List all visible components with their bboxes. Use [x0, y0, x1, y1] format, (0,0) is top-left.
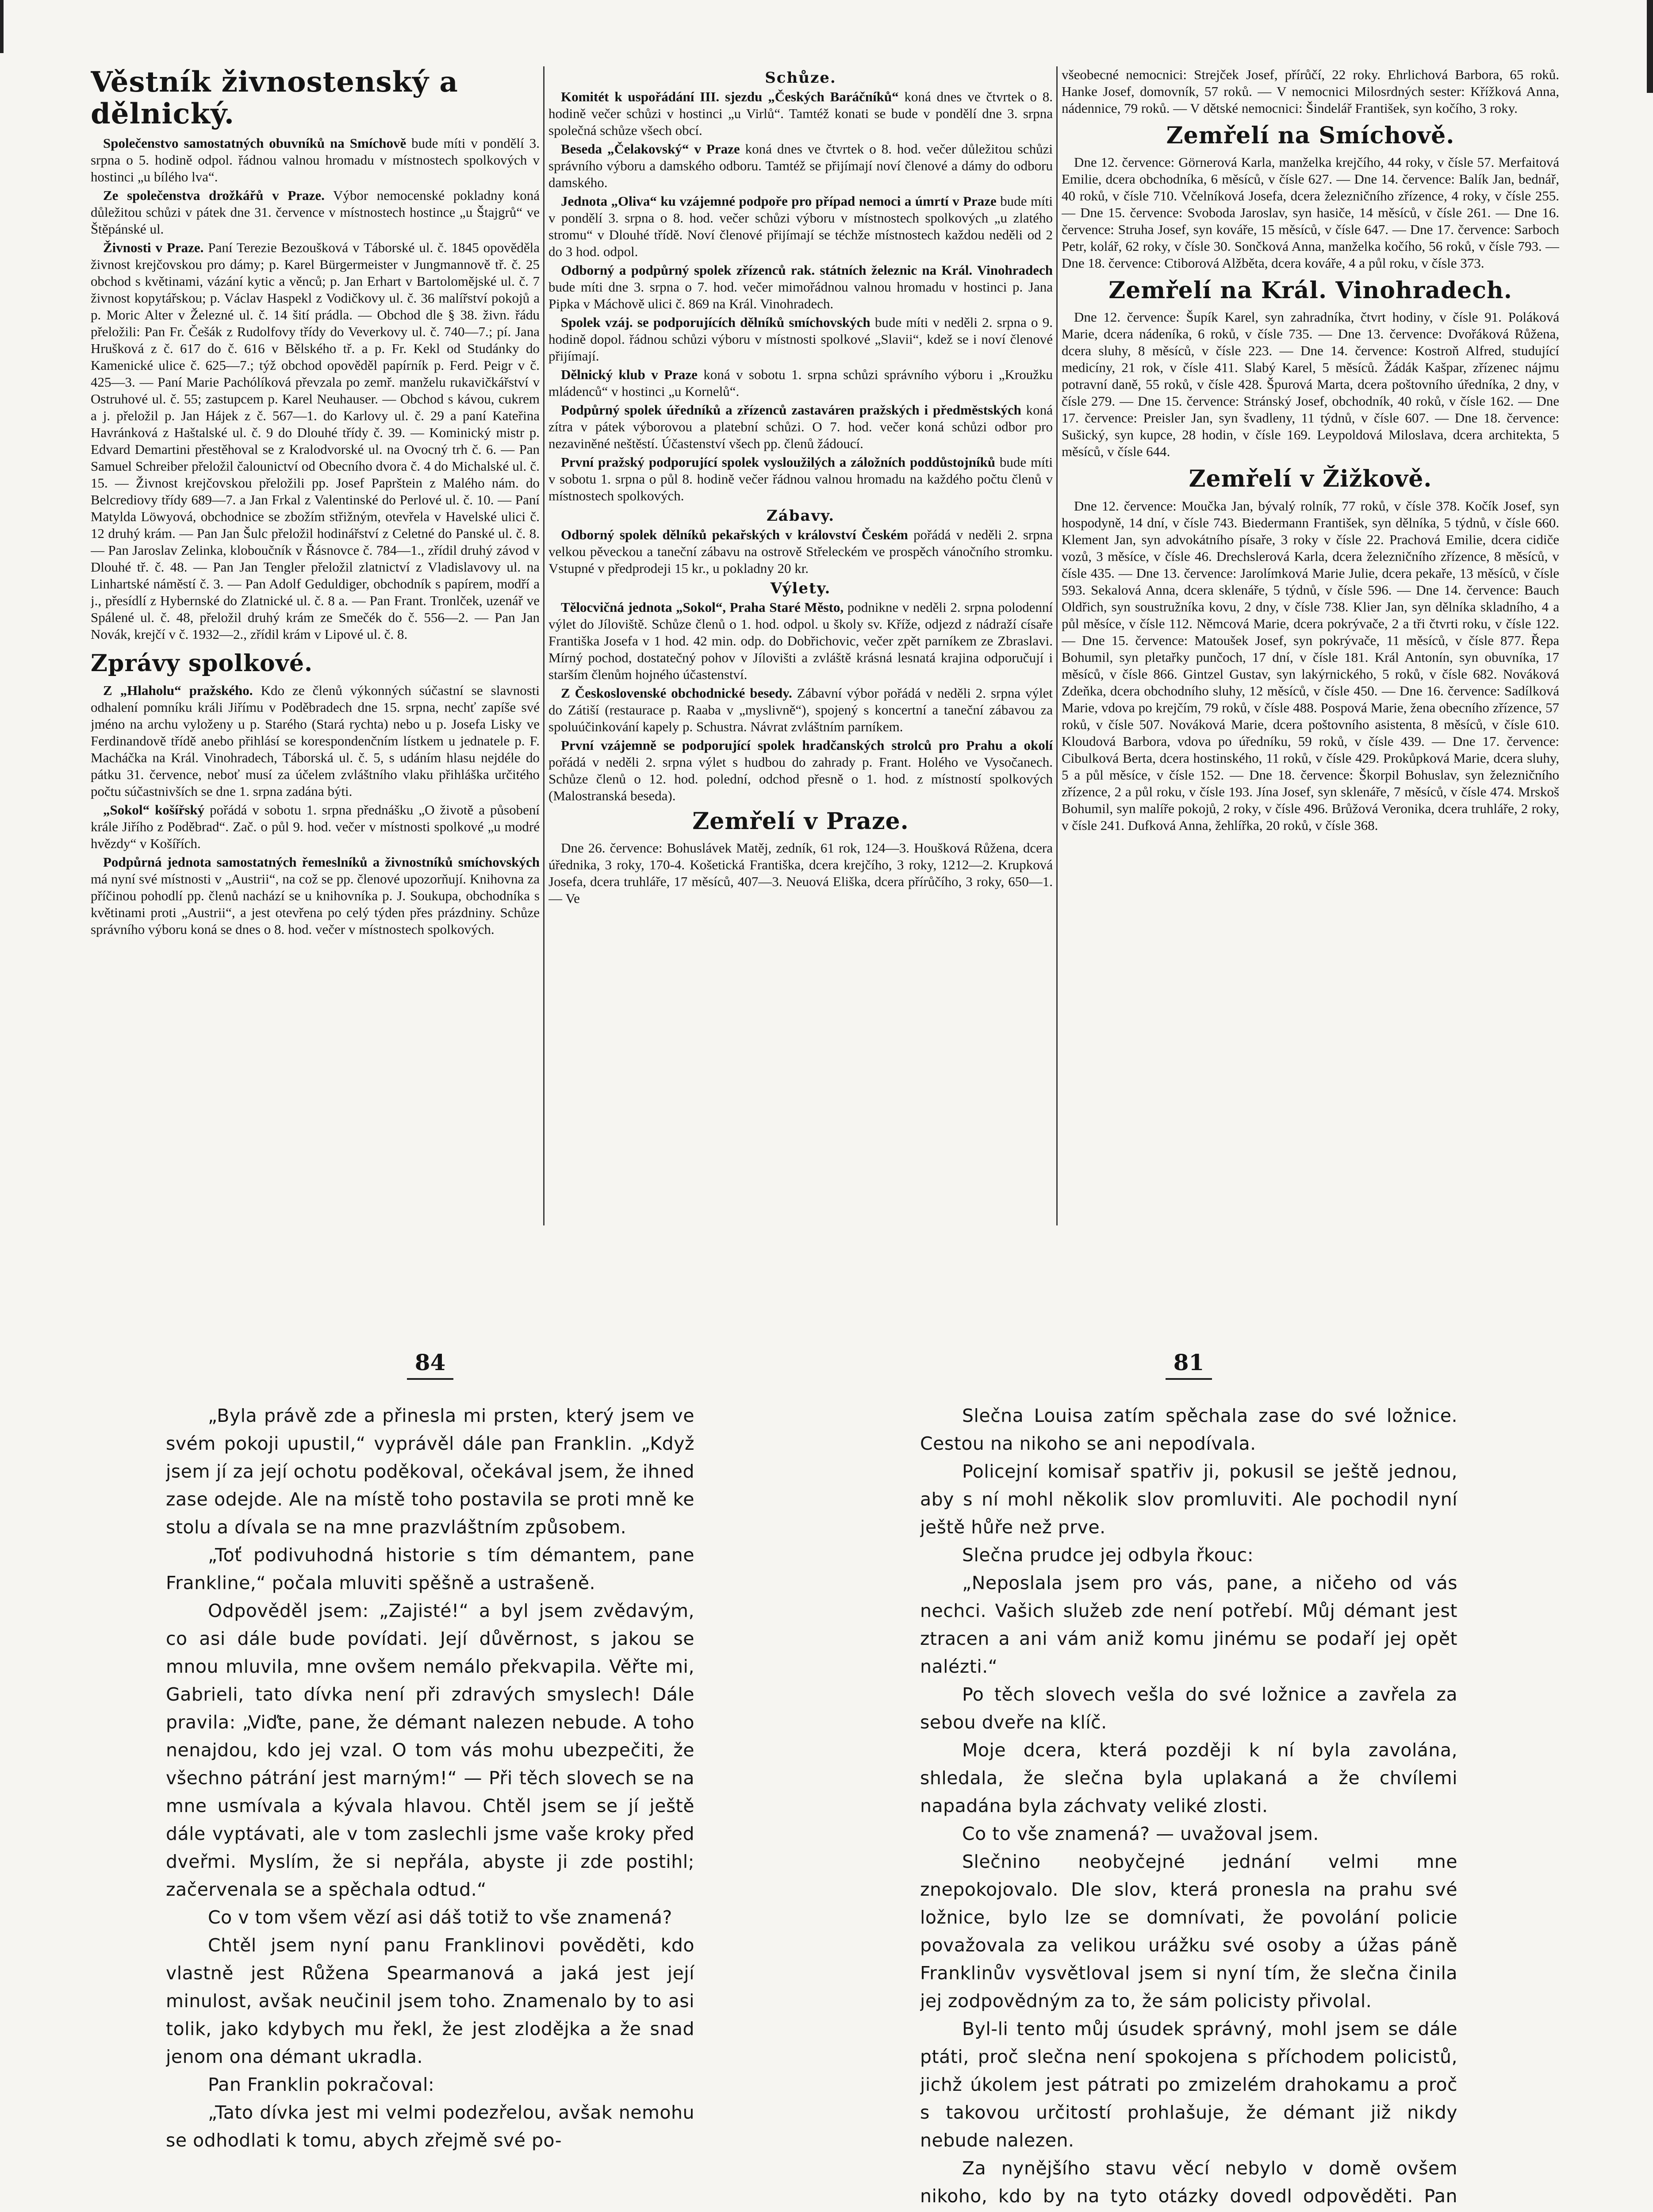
book-paragraph: Moje dcera, která později k ní byla zavolána, shledala, že slečna byla uplakaná a že chvílemi napadána byla záchvaty veliké zlosti. [920, 1740, 1457, 1816]
article-paragraph [91, 187, 540, 238]
article-paragraph [91, 239, 540, 643]
article-text: podnikne v neděli 2. srpna polodenní výlet do Jíloviště. Schůze členů o 1. hod. odpol. u školy sv. Kříže, odjezd z nádraží císaře Františka Josefa v 1 hod. 42 min. odp. do Dobřichovic, večer zpět parníkem ze Zbraslavi. Mírný pochod, dostatečný pohov v Jílovišti a zvláště krásná lesnatá krajina odporučují i starším členům hojného účastenství. [548, 599, 1053, 682]
article-lead: Jednota „Oliva“ ku vzájemné podpoře pro případ nemoci a úmrtí v Praze [561, 193, 997, 209]
book-paragraph: Slečna Louisa zatím spěchala zase do své ložnice. Cestou na nikoho se ani nepodívala. [920, 1405, 1457, 1454]
book-paragraph: Po těch slovech vešla do své ložnice a zavřela za sebou dveře na klíč. [920, 1684, 1457, 1733]
column-rule [543, 66, 545, 1225]
article-text: bude míti v pondělí 3. srpna o 8. hod. večer schůzi výboru v místnostech spolkových „u zlatého stromu“ v Dlouhé třídě. Noví členové přijímají se téchže místnostech každou neděli od 2 do 3 hod. odpol. [548, 193, 1053, 259]
article-text: Zábavní výbor pořádá v neděli 2. srpna výlet do Zátiší (restaurace p. Raaba v „myslivně“), spojený s koncertní a taneční zábavou za spoluúčinkování kapely p. Schustra. Návrat zvláštním parníkem. [548, 685, 1053, 734]
article-text: pořádá v sobotu 1. srpna přednášku „O životě a působení krále Jiřího z Poděbrad“. Zač. o půl 9. hod. večer v místnosti spolkové „u modré hvězdy“ v Košířích. [91, 802, 540, 851]
book-paragraph: „Neposlala jsem pro vás, pane, a ničeho od vás nechci. Vašich služeb zde není potřebí. Můj démant jest ztracen a ani vám aniž komu jinému se podaří jej opět nalézti.“ [920, 1572, 1457, 1677]
article-paragraph [91, 854, 540, 938]
book-paragraph: Co to vše znamená? — uvažoval jsem. [962, 1823, 1319, 1844]
book-paragraph: „Byla právě zde a přinesla mi prsten, který jsem ve svém pokoji upustil,“ vyprávěl dále pan Franklin. „Když jsem jí za její ochotu poděkoval, očekával jsem, že ihned zase odejde. Ale na místě toho postavila se proti mně ke stolu a dívala se na mne prazvláštním způsobem. [166, 1405, 694, 1538]
article-lead: Odborný spolek dělníků pekařských v království Českém [561, 527, 908, 542]
article-text: má nyní své místnosti v „Austrii“, na což se pp. členové upozorňují. Knihovna za příčinou pohodlí pp. členů nachází se u knihovníka p. J. Soukupa, obchodníka s květinami proti „Austrii“, a jest otevřena po celý týden přes prázdniny. Schůze správního výboru koná se dnes o 8. hod. večer v místnostech spolkových. [91, 871, 540, 937]
article-lead: Z Československé obchodnické besedy. [561, 685, 792, 701]
article-text: bude míti v sobotu 1. srpna o půl 8. hodině večer řádnou valnou hromadu na každého počtu členů v místnostech spolkových. [548, 454, 1053, 503]
article-lead: Tělocvičná jednota „Sokol“, Praha Staré Město, [561, 599, 844, 615]
book-paragraph: Policejní komisař spatřiv ji, pokusil se ještě jednou, aby s ní mohl několik slov promluviti. Ale pochodil nyní ještě hůře než prve. [920, 1461, 1457, 1538]
article-text: Kdo ze členů výkonných súčastní se slavnosti odhalení pomníku králi Jiřímu v Poděbradech dne 15. srpna, nechť zapíše své jméno na archu vyloženy u p. Starého (Stará rychta) nebo u p. Josefa Lisky ve Ferdinandově třídě anebo přihlásí se korespondenčním lístkem u jednatele p. F. Macháčka na Král. Vinohradech, Táborská ul. č. 5, s udáním hlasu nejdéle do pátku 31. července, neboť musí za účelem zvláštního vlaku přihláška určitého počtu súčastnivších se dne 1. srpna zadána býti. [91, 682, 540, 799]
article-paragraph [548, 141, 1053, 191]
article-lead: Podpůrná jednota samostatných řemeslníků a živnostníků smíchovských [103, 854, 540, 870]
article-text: koná v sobotu 1. srpna schůzi správního výboru i „Kroužku mládenců“ v hostinci „u Kornelů“. [548, 367, 1053, 399]
section-title: Věstník živnostenský a dělnický. [91, 66, 458, 131]
book-paragraph: Byl-li tento můj úsudek správný, mohl jsem se dále ptáti, proč slečna není spokojena s příchodem policistů, jichž úkolem jest pátrati po zmizelém drahokamu a proč s takovou určitostí prohlašuje, že démant již nikdy nebude nalezen. [920, 2018, 1457, 2151]
article-text: pořádá v neděli 2. srpna velkou pěveckou a taneční zábavu na ostrově Střeleckém ve prospěch vánočního stromku. Vstupné v předprodeji 15 kr., u pokladny 20 kr. [548, 527, 1053, 576]
book-paragraph: Slečna prudce jej odbyla řkouc: [962, 1544, 1254, 1566]
article-lead: První vzájemně se podporující spolek hradčanských strolců pro Prahu a okolí [561, 737, 1053, 753]
article-paragraph [548, 193, 1053, 260]
deaths-paragraph: Dne 12. července: Görnerová Karla, manželka krejčího, 44 roky, v čísle 57. Merfaitová Emilie, dcera obchodníka, 6 měsíců, v čísle 627. — Dne 14. července: Balík Jan, bednář, 40 roků, v čísle 710. Včelníková Josefa, dcera železničního zřízence, 4 roky, v čísle 255. — Dne 15. července: Svoboda Jaroslav, syn hasiče, 14 měsíců, v čísle 261. — Dne 16. července: Struha Josef, syn kováře, 15 měsíců, v čísle 647. — Dne 17. července: Sarboch Petr, kolář, 62 roky, v čísle 30. Sončková Anna, manželka kočího, 56 roků, v čísle 793. — Dne 18. července: Ctiborová Alžběta, dcera kováře, 4 a půl roku, v čísle 373. [1062, 154, 1559, 271]
newspaper-column-2 [548, 66, 1053, 1230]
article-text: pořádá v neděli 2. srpna výlet s hudbou do zahrady p. Frant. Holého ve Vysočanech. Schůze členů o 12. hod. polední, odchod přesně o 1. hod. z místností spolkových (Malostranská beseda). [548, 754, 1053, 803]
scan-edge-mark [1647, 0, 1653, 93]
article-paragraph [91, 135, 540, 185]
book-paragraph: Slečnino neobyčejné jednání velmi mne znepokojovalo. Dle slov, která pronesla na prahu své ložnice, bylo lze se domnívati, že povolání policie považovala za velikou urážku své osoby a úžas páně Franklinův vysvětloval jsem si nyní tím, že slečna činila jej zodpovědným za to, že sám policisty přivolal. [920, 1851, 1457, 2012]
article-text: koná dnes ve čtvrtek o 8. hodině večer schůzi v hostinci „u Virlů“. Tamtéž konati se bude v pondělí dne 3. srpna společná schůze všech obcí. [548, 89, 1053, 138]
book-paragraph: Odpověděl jsem: „Zajisté!“ a byl jsem zvědavým, co asi dále bude povídati. Její důvěrnost, s jakou se mnou mluvila, mne ovšem nemálo překvapila. Věřte mi, Gabrieli, tato dívka není při zdravých smyslech! Dále pravila: „Viďte, pane, že démant nalezen nebude. A toho nenajdou, kdo jej vzal. O tom vás mohu ubezpečiti, že všechno pátrání jest marným!“ — Při těch slovech se na mne usmívala a kývala hlavou. Chtěl jsem se jí ještě dále vyptávati, ale v tom zaslechli jsme vaše kroky před dveřmi. Myslím, že si nepřála, abyste ji zde postihl; začervenala se a spěchala odtud.“ [166, 1600, 694, 1900]
article-lead: Odborný a podpůrný spolek zřízenců rak. státních železnic na Král. Vinohradech [561, 262, 1053, 278]
column-rule [1056, 66, 1058, 1225]
article-lead: Beseda „Čelakovský“ v Praze [561, 141, 740, 157]
article-lead: „Sokol“ košířský [103, 802, 205, 818]
article-text: Výbor nemocenské pokladny koná důležitou schůzi v pátek dne 31. července v místnostech hostince „u Štajgrů“ ve Štěpánské ul. [91, 188, 540, 237]
deaths-paragraph: Dne 12. července: Moučka Jan, bývalý rolník, 77 roků, v čísle 378. Kočík Josef, syn hospodyně, 14 dní, v čísle 743. Biedermann František, syn dělníka, 5 týdnů, v čísle 660. Klement Jan, syn advokátního písaře, 3 roky v čísle 22. Prachová Emilie, dcera cidiče vozů, 3 měsíce, v čísle 46. Drechslerová Karla, dcera železničního zřízence, 8 měsíců, v čísle 435. — Dne 13. července: Jarolímková Marie Julie, dcera pekaře, 13 měsíců, v čísle 593. Sekalová Anna, dcera sklenáře, 5 týdnů, v čísle 596. — Dne 14. července: Bauch Oldřich, syn soustružníka kovu, 2 dny, v čísle 738. Klier Jan, syn dělníka skladního, 4 a půl měsíce, v čísle 112. Němcová Marie, dcera pokrývače, 2 a tři čtvrti roku, v čísle 122. — Dne 15. července: Matoušek Josef, syn pokrývače, 11 měsíců, v čísle 877. Řepa Bohumil, syn pletařky punčoch, 17 dní, v čísle 181. Král Antonín, syn obuvníka, 17 měsíců, v čísle 866. Gintzel Gustav, syn lakýrnického, 5 roků, v čísle 682. Nováková Zdeňka, dcera obchodního sluhy, 12 měsíců, v čísle 450. — Dne 16. července: Sadílková Marie, vdova po krejčím, 79 roků, v čísle 488. Pospová Marie, žena obecního zřízence, 57 roků, v čísle 507. Nováková Marie, dcera poštovního asistenta, 8 měsíců, v čísle 610. Kloudová Barbora, vdova po úředníku, 59 roků, v čísle 439. — Dne 17. července: Cibulková Berta, dcera hostinského, 11 roků, v čísle 429. Prokůpková Marie, dcera sluhy, 5 a půl měsíce, v čísle 152. — Dne 18. července: Škorpil Bohuslav, syn železničního zřízence, 2 a půl roku, v čísle 193. Jína Josef, syn sklenáře, 7 měsíců, v čísle 474. Mrskoš Bohumil, syn malíře pokojů, 2 roky, v čísle 496. Brůžová Veronika, dcera truhláře, 2 roky, v čísle 241. Dufková Anna, žehlířka, 20 roků, v čísle 368. [1062, 498, 1559, 833]
article-paragraph [548, 526, 1053, 577]
article-lead: První pražský podporující spolek vysloužilých a záložních poddůstojníků [561, 454, 996, 470]
book-paragraph: Co v tom všem vězí asi dáš totiž to vše znamená? [208, 1907, 672, 1928]
article-text: koná dnes ve čtvrtek o 8. hod. večer důležitou schůzi správního výboru a damského odboru. Tamtéž se přijímají noví členové a dámy do odboru damského. [548, 141, 1053, 190]
article-paragraph [548, 737, 1053, 804]
section-title: Zemřelí v Praze. [692, 808, 909, 835]
subsection-heading: Zábavy. [766, 507, 835, 525]
section-title: Zprávy spolkové. [91, 650, 313, 677]
section-title: Zemřelí na Smíchově. [1166, 122, 1455, 149]
article-paragraph [548, 366, 1053, 400]
article-lead: Dělnický klub v Praze [561, 367, 698, 382]
article-text: Paní Terezie Bezoušková v Táborské ul. č. 1845 opověděla živnost krejčovskou pro dámy; p. Karel Bürgermeister v Jungmannově tř. č. 25 obchod s květinami, vázání kytic a věnců; p. Jan Erhart v Bartolomějské ul. č. 7 živnost kopytářskou; p. Václav Haspekl z Vodičkovy ul. č. 36 malířství pokojů a p. Moric Alter v Železné ul. č. 14 šití prádla. — Obchod dle § 38. živn. řádu přeložili: Pan Fr. Češák z Rudolfovy třídy do Veverkovy ul. č. 740—7.; pí. Jana Hrušková z č. 617 do č. 616 v Bělského tř. a p. Fr. Kekl od Studánky do Kamenické ulice č. 625—7.; týž obchod opověděl papírník p. Ferd. Peigr v č. 425—3. — Paní Marie Pachólíková převzala po zemř. manželu rukavičkářství v Ostruhové ul. č. 55; zastupcem p. Karel Neuhauser. — Obchod s kávou, cukrem a j. přeložil p. Jan Hájek z č. 567—1. do Karlovy ul. č. 29 a paní Kateřina Havránková z Haštalské ul. č. 9 do Dlouhé třídy č. 39. — Kominický mistr p. Edvard Demartini přestěhoval se z Kralodvorské ul. na Ovocný trh č. 6. — Pan Samuel Schreiber přeložil čalounictví od Obecního dvora č. 4 do Michalské ul. č. 15. — Živnost krejčovskou přeložili pp. Josef Paprštein z Malého nám. do Belcrediovy třídy 689—7. a Jan Frkal z Valentinské do Perlové ul. č. 10. — Paní Matylda Löwyová, obchodnice se zbožím střižným, otevřela v Havelské ulici č. 12 druhý krám. — Pan Jan Šulc přeložil hodinářství z Celetné do Panské ul. č. 8. — Pan Jaroslav Zelinka, kloboučník v Řásnovce č. 784—1., zřídil druhý závod v Dlouhé tř. č. 48. — Pan Jan Tengler přeložil zlatnictví z Vladislavovy ul. na Linhartské náměstí č. 3. — Pan Adolf Geduldiger, obchodník s papírem, modří a j., přesídlí z Hybernské do Zlatnické ul. č. 8 a. — Pan Frant. Tronlček, uzenář ve Spálené ul. č. 48, přeložil druhý krám ze Smečék do č. 556—2. — Pan Jan Novák, krejčí v č. 1932—2., zřídil krám v Lipové ul. č. 8. [91, 240, 540, 642]
deaths-paragraph: Dne 26. července: Bohuslávek Matěj, zedník, 61 rok, 124—3. Houšková Růžena, dcera úřednika, 3 roky, 170-4. Košetická Františka, dcera krejčího, 3 roky, 1212—2. Krupková Josefa, dcera truhláře, 17 měsíců, 407—3. Neuová Eliška, dcera přírůčího, 3 roky, 650—1. — Ve [548, 840, 1053, 906]
page-number: 84 [166, 1349, 694, 1375]
book-page-right [920, 1349, 1457, 2212]
article-paragraph [548, 685, 1053, 735]
article-text: koná zítra v pátek výborovou a platební schůzi. O 7. hod. večer koná schůzi odbor pro nezaviněné neštěstí. Účastenství všech pp. členů žádoucí. [548, 402, 1053, 451]
article-lead: Živnosti v Praze. [103, 240, 204, 256]
section-title: Zemřelí v Žižkově. [1189, 465, 1432, 493]
article-lead: Ze společenstva drožkářů v Praze. [103, 188, 325, 204]
book-page-left [166, 1349, 694, 2212]
article-paragraph [548, 454, 1053, 504]
article-paragraph [91, 802, 540, 852]
article-lead: Spolek vzáj. se podporujících dělníků smíchovských [561, 315, 871, 330]
deaths-paragraph: všeobecné nemocnici: Strejček Josef, přírůčí, 22 roky. Ehrlichová Barbora, 65 roků. Hanke Josef, domovník, 57 roků. — V nemocnici Milosrdných sester: Křížková Anna, nádennice, 79 roků. — V dětské nemocnici: Šindelář František, syn kočího, 3 roky. [1062, 67, 1559, 116]
article-text: bude míti dne 3. srpna o 7. hod. večer mimořádnou valnou hromadu v hostinci p. Jana Pipka v Máchově ulici č. 869 na Král. Vinohradech. [548, 279, 1053, 311]
article-paragraph [91, 682, 540, 800]
deaths-paragraph: Dne 12. července: Šupík Karel, syn zahradníka, čtvrt hodiny, v čísle 91. Poláková Marie, dcera nádeníka, 6 roků, v čísle 735. — Dne 13. července: Dvořáková Růžena, dcera sluhy, 8 měsíců, v čísle 223. — Dne 14. července: Kostroň Alfred, studující medicíny, 21 rok, v čísle 411. Slabý Karel, 5 měsíců. Žádák Kašpar, zřízenec nájmu potravní daně, 55 roků, v čísle 428. Špurová Marta, dcera poštovního úředníka, 2 dny, v čísle 279. — Dne 15. července: Stránský Josef, obchodník, 40 roků, v čísle 162. — Dne 17. července: Preisler Jan, syn švadleny, 11 týdnů, v čísle 607. — Dne 18. července: Sušický, syn kupce, 28 hodin, v čísle 169. Leypoldová Miloslava, dcera architekta, 5 měsíců, v čísle 644. [1062, 309, 1559, 460]
book-paragraph: Chtěl jsem nyní panu Franklinovi pověděti, kdo vlastně jest Růžena Spearmanová a jaká jest její minulost, avšak neučinil jsem toho. Znamenalo by to asi tolik, jako kdybych mu řekl, že jest zlodějka a že snad jenom ona démant ukradla. [166, 1935, 694, 2067]
subsection-heading: Výlety. [770, 580, 831, 597]
subsection-heading: Schůze. [765, 69, 836, 87]
article-paragraph [548, 314, 1053, 365]
page-number: 81 [920, 1349, 1457, 1375]
scan-edge-mark [0, 0, 4, 53]
book-paragraph: Pan Franklin pokračoval: [208, 2074, 435, 2095]
article-lead: Z „Hlaholu“ pražského. [103, 682, 253, 698]
article-lead: Podpůrný spolek úředníků a zřízenců zastaváren pražských i předměstských [561, 402, 1021, 418]
article-lead: Komitét k uspořádání III. sjezdu „Českých Baráčníků“ [561, 89, 899, 104]
article-paragraph [548, 88, 1053, 139]
book-paragraph: „Tato dívka jest mi velmi podezřelou, avšak nemohu se odhodlati k tomu, abych zřejmě své po- [166, 2102, 694, 2151]
book-paragraph: „Toť podivuhodná historie s tím démantem, pane Frankline,“ počala mluviti spěšně a ustrašeně. [166, 1544, 694, 1594]
article-paragraph [548, 402, 1053, 452]
article-paragraph [548, 599, 1053, 683]
newspaper-column-3 [1062, 66, 1559, 1230]
article-lead: Společenstvo samostatných obuvníků na Smíchově [103, 135, 407, 151]
article-text: bude míti v neděli 2. srpna o 9. hodině dopol. řádnou schůzi výboru v místnosti spolkové „Slavii“, kdež se i noví členové přijímají. [548, 315, 1053, 364]
article-text: bude míti v pondělí 3. srpna o 5. hodině odpol. řádnou valnou hromadu v místnostech spolkových v hostinci „u bílého lva“. [91, 135, 540, 185]
section-title: Zemřelí na Král. Vinohradech. [1108, 277, 1512, 304]
book-paragraph: Za nynějšího stavu věcí nebylo v domě ovšem nikoho, kdo by na tyto otázky dovedl odpověděti. Pan [920, 2158, 1457, 2207]
newspaper-column-1 [91, 66, 540, 1230]
article-paragraph [548, 262, 1053, 312]
